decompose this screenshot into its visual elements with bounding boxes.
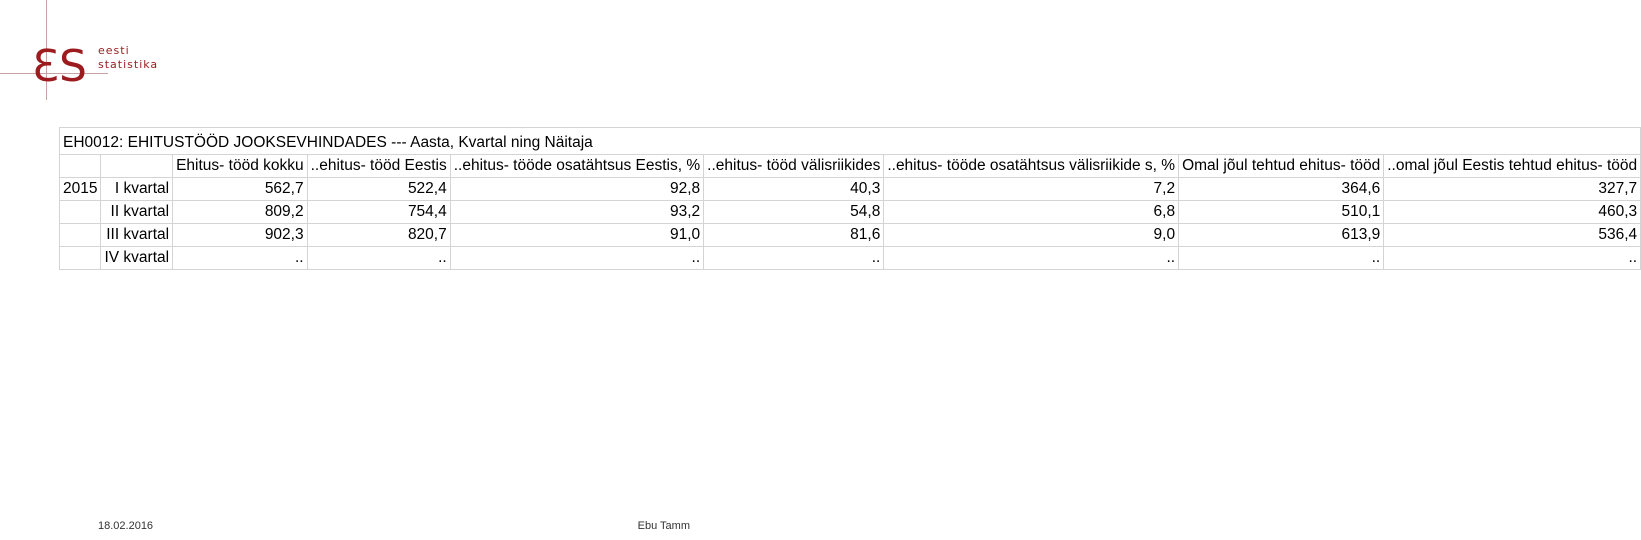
cell-value: 9,0 xyxy=(884,224,1179,247)
cell-value: 364,6 xyxy=(1179,178,1384,201)
table-row xyxy=(60,178,1641,201)
row-year xyxy=(60,224,101,247)
cell-value: 81,6 xyxy=(704,224,884,247)
cell-value: .. xyxy=(884,247,1179,270)
header-empty-quarter xyxy=(101,155,173,178)
cell-value: .. xyxy=(1179,247,1384,270)
row-quarter: IV kvartal xyxy=(101,247,173,270)
header-works-abroad: ..ehitus- tööd välisriikides xyxy=(704,155,884,178)
cell-value: 820,7 xyxy=(307,224,450,247)
cell-value: 92,8 xyxy=(450,178,703,201)
cell-value: 7,2 xyxy=(884,178,1179,201)
statistics-estonia-logo xyxy=(30,34,190,94)
cell-value: 522,4 xyxy=(307,178,450,201)
title-row xyxy=(60,128,1641,155)
row-quarter: III kvartal xyxy=(101,224,173,247)
header-works-estonia: ..ehitus- tööd Eestis xyxy=(307,155,450,178)
row-quarter: I kvartal xyxy=(101,178,173,201)
cell-value: 562,7 xyxy=(173,178,308,201)
footer-author: Ebu Tamm xyxy=(637,520,690,532)
cell-value: 40,3 xyxy=(704,178,884,201)
data-table-container xyxy=(59,127,1641,270)
cell-value: 91,0 xyxy=(450,224,703,247)
cell-value: .. xyxy=(173,247,308,270)
logo-text-line2: statistika xyxy=(98,58,159,71)
row-year: 2015 xyxy=(60,178,101,201)
cell-value: .. xyxy=(450,247,703,270)
logo-mark: ƐS xyxy=(32,41,87,92)
cell-value: 902,3 xyxy=(173,224,308,247)
footer-date: 18.02.2016 xyxy=(98,520,154,532)
header-total-works: Ehitus- tööd kokku xyxy=(173,155,308,178)
cell-value: 93,2 xyxy=(450,201,703,224)
header-own-works-estonia: ..omal jõul Eestis tehtud ehitus- tööd xyxy=(1384,155,1641,178)
logo-text-line1: eesti xyxy=(98,44,130,57)
cell-value: 536,4 xyxy=(1384,224,1641,247)
table-row xyxy=(60,224,1641,247)
cell-value: 460,3 xyxy=(1384,201,1641,224)
cell-value: 54,8 xyxy=(704,201,884,224)
cell-value: 754,4 xyxy=(307,201,450,224)
cell-value: 809,2 xyxy=(173,201,308,224)
cell-value: 613,9 xyxy=(1179,224,1384,247)
cell-value: 6,8 xyxy=(884,201,1179,224)
header-share-estonia: ..ehitus- tööde osatähtsus Eestis, % xyxy=(450,155,703,178)
table-row xyxy=(60,201,1641,224)
row-quarter: II kvartal xyxy=(101,201,173,224)
cell-value: .. xyxy=(1384,247,1641,270)
header-own-works: Omal jõul tehtud ehitus- tööd xyxy=(1179,155,1384,178)
row-year xyxy=(60,247,101,270)
construction-works-table xyxy=(59,127,1641,270)
header-share-abroad: ..ehitus- tööde osatähtsus välisriikide s, % xyxy=(884,155,1179,178)
cell-value: 327,7 xyxy=(1384,178,1641,201)
table-row xyxy=(60,247,1641,270)
table-title: EH0012: EHITUSTÖÖD JOOKSEVHINDADES --- Aasta, Kvartal ning Näitaja xyxy=(60,128,1641,155)
cell-value: .. xyxy=(704,247,884,270)
cell-value: .. xyxy=(307,247,450,270)
row-year xyxy=(60,201,101,224)
header-empty-year xyxy=(60,155,101,178)
cell-value: 510,1 xyxy=(1179,201,1384,224)
header-row xyxy=(60,155,1641,178)
